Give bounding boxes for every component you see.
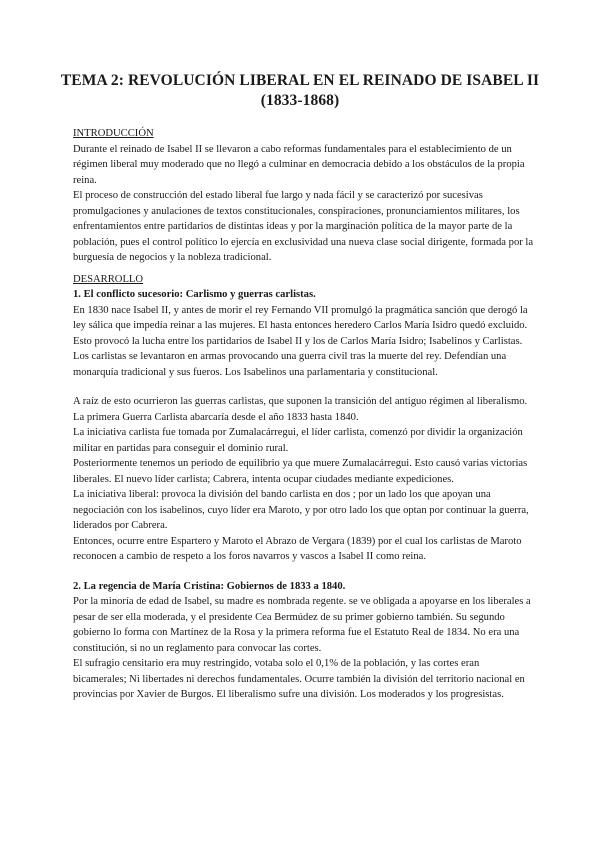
desarrollo-heading: DESARROLLO (73, 273, 144, 285)
intro-paragraph: El proceso de construcción del estado liberal fue largo y nada fácil y se caracterizó por sucesivas promulgaciones y anulaciones de textos constitucionales, conspiraciones, pronunciamientos militares, los enfrentamientos entre partidarios de distintas ideas y por la marginación política de la mayor parte de la población, pues el control político lo ejercía en exclusividad una nueva clase social dirigente, formada por la burguesía de negocios y la nobleza tradicional. (73, 190, 534, 263)
section-2-paragraph: Por la minoría de edad de Isabel, su madre es nombrada regente. se ve obligada a apoyarse en los liberales a pesar de ser ella moderada, y el presidente Cea Bermúdez de su primer gobierno también. Su segundo gobierno lo forma con Martínez de la Rosa y la primera reforma fue el Estatuto Real de 1834. No era una constitución, si no un reglamento para convocar las cortes. (73, 596, 531, 654)
document-body (73, 126, 535, 703)
section-1-paragraph: Posteriormente tenemos un periodo de equilibrio ya que muere Zumalacárregui. Esto causó varias victorias liberales. El nuevo líder carlista; Cabrera, intenta ocupar ciudades mediante expediciones. (73, 458, 528, 485)
section-2-heading: 2. La regencia de María Cristina: Gobiernos de 1833 a 1840. (73, 580, 346, 592)
section-1-heading: 1. El conflicto sucesorio: Carlismo y guerras carlistas. (73, 289, 316, 300)
intro-heading: INTRODUCCIÓN (73, 128, 154, 139)
section-1-paragraph: La iniciativa carlista fue tomada por Zumalacárregui, el líder carlista, comenzó por dividir la organización militar en partidas para conseguir el dominio rural. (73, 427, 523, 454)
section-1-paragraph: La iniciativa liberal: provoca la división del bando carlista en dos ; por un lado los que apoyan una negociación con los isabelinos, cuyo líder era Maroto, y por otro lado los que optan por continuar la guerra, liderados por Cabrera. (73, 489, 529, 531)
section-1-paragraph: A raíz de esto ocurrieron las guerras carlistas, que suponen la transición del antiguo régimen al liberalismo. (73, 396, 528, 407)
section-2-paragraph: El sufragio censitario era muy restringido, votaba solo el 0,1% de la población, y las cortes eran bicamerales; Ni libertades ni derechos fundamentales. Ocurre también la división del territorio nacional en provincias por Xavier de Burgos. El liberalismo sufre una división. Los moderados y los progresistas. (73, 658, 525, 700)
document-title: TEMA 2: REVOLUCIÓN LIBERAL EN EL REINADO DE ISABEL II (1833-1868) (60, 72, 540, 109)
section-1-paragraph: La primera Guerra Carlista abarcaría desde el año 1833 hasta 1840. (73, 411, 359, 423)
section-1-paragraph: Los carlistas se levantaron en armas provocando una guerra civil tras la muerte del rey. Defendían una monarquía tradicional y sus fueros. Los Isabelinos una parlamentaria y constitucional. (73, 351, 507, 378)
intro-paragraph: Durante el reinado de Isabel II se llevaron a cabo reformas fundamentales para el establecimiento de un régimen liberal muy moderado que no llegó a culminar en democracia debido a los obstáculos de la propia reina. (73, 143, 525, 186)
section-1-paragraph: En 1830 nace Isabel II, y antes de morir el rey Fernando VII promulgó la pragmática sanción que derogó la ley sálica que impedía reinar a las mujeres. El hasta entonces heredero Carlos María Isidro quedó excluido. Esto provocó la lucha entre los partidarios de Isabel II y los de Carlos María Isidro; Isabelinos y Carlistas. (73, 304, 528, 347)
section-1-paragraph: Entonces, ocurre entre Espartero y Maroto el Abrazo de Vergara (1839) por el cual los carlistas de Maroto reconocen a cambio de respeto a los foros navarros y vascos a Isabel II como reina. (73, 535, 522, 562)
